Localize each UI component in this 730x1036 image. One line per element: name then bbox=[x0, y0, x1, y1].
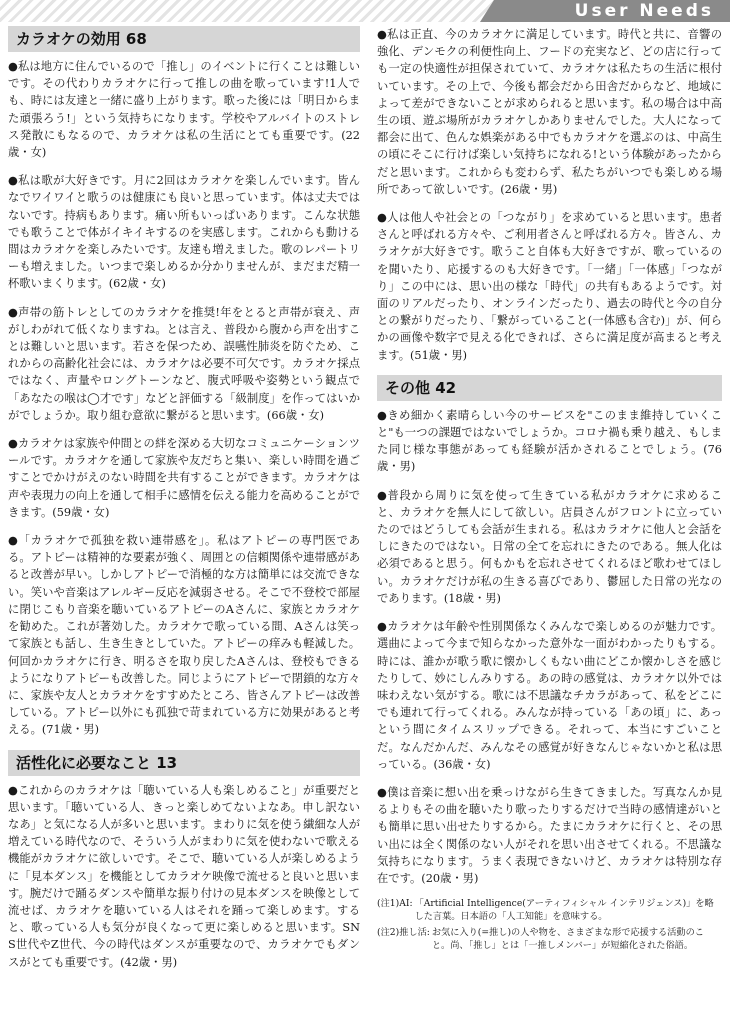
footnote bbox=[377, 927, 722, 952]
section-heading-revitalization: 活性化に必要なこと 13 bbox=[8, 750, 360, 776]
comment-entry: ●カラオケは年齢や性別関係なくみんなで楽しめるのが魅力です。選曲によって今まで知らなかった意外な一面がわかったりもする。時には、誰かが歌う歌に懐かしくもない曲にどこか懐かしさを感じたりして、妙にしんみりする。あの時の感覚は、カラオケ以外では味わえない気がする。歌には不思議なチカラがあって、私をどこにでも連れて行ってくれる。みんなが持っている「あの頃」に、あっという間にタイムスリップできる。それって、本当にすごいことだ。なんだかんだ、みんなその感覚が好きなんじゃないかと私は思っている。(36歳・女) bbox=[377, 620, 722, 771]
comment-entry: ●普段から周りに気を使って生きている私がカラオケに求めること、カラオケを無人にして欲しい。店員さんがフロントに立っていたのではどうしても会話が生まれる。私はカラオケに他人と会話をしにきたのではない。日常の全てを忘れにきたのである。無人化は必須であると思う。何もかもを忘れさせてくれるほど歌わせてほしい。カラオケだけが私の生きる喜びであり、鬱屈した日常の光なのであります。(18歳・男) bbox=[377, 488, 722, 605]
footnote-label: (注2)推し活: bbox=[377, 927, 430, 939]
right-column bbox=[377, 26, 722, 956]
footnote-label: (注1)AI: bbox=[377, 898, 413, 910]
footnotes bbox=[377, 898, 722, 952]
comment-entry: ●人は他人や社会との「つながり」を求めていると思います。患者さんと呼ばれる方々や、ご利用者さんと呼ばれる方々。皆さん、カラオケが大好きです。歌うこと自体も大好きですが、歌っているのを聞いたり、応援するのも大好きです。「一緒」「一体感」「つながり」この中には、思い出の様な「時代」の共有もあるようです。対面のリアルだったり、オンラインだったり、過去の時代と今の自分との繋がりだったり、「繋がっていること(一体感も含む)」が、何らかの画像や数字で見える化できれば、さらに満足度が高まると考えます。(51歳・男) bbox=[377, 211, 722, 362]
comment-entry: ●僕は音楽に想い出を乗っけながら生きてきました。写真なんか見るよりもその曲を聴いたり歌ったりするだけで当時の感情達がいとも簡単に思い出せたりするから。たまにカラオケに行くと、その思い出には全く関係のない人がそれを思い出させてくれる。不思議な気持ちになります。うまく表現できないけど、カラオケは特別な存在です。(20歳・男) bbox=[377, 785, 722, 885]
left-column bbox=[8, 26, 360, 982]
header-title: User Needs bbox=[574, 1, 714, 21]
comment-entry: ●きめ細かく素晴らしい今のサービスを"このまま維持していくこと"も一つの課題ではないでしょうか。コロナ禍も乗り越え、もしまた同じ様な事態があっても経験が活かされることでしょう。(76歳・男) bbox=[377, 408, 722, 474]
footnote-text: お気に入り(=推し)の人や物を、さまざまな形で応援する活動のこと。尚、「推し」とは「一推しメンバー」が短縮化された俗語。 bbox=[431, 927, 704, 951]
comment-entry: ●カラオケは家族や仲間との絆を深める大切なコミュニケーションツールです。カラオケを通して家族や友だちと集い、楽しい時間を過ごすことでかけがえのない時間を共有することができます。カラオケは声や表現力の向上を通して相手に感情を伝える能力を高めることができます。(59歳・女) bbox=[8, 437, 360, 519]
section-heading-effects: カラオケの効用 68 bbox=[8, 26, 360, 52]
comment-entry: ●私は正直、今のカラオケに満足しています。時代と共に、音響の強化、デンモクの利便性向上、フードの充実など、どの店に行っても一定の快適性が担保されていて、カラオケは私たちの生活に根付いています。その上で、今後も都会だから田舎だからなど、地域によって差ができないことが求められると思います。私の場合は中高生の頃、遊ぶ場所がカラオケしかありませんでした。大人になって都会に出て、色んな娯楽がある中でもカラオケを選ぶのは、中高生の頃にそこに行けば楽しい気持ちになれる!という体験があったからだと思います。これからも変わらず、私たちがいつでも楽しめる場所であって欲しいです。(26歳・男) bbox=[377, 28, 722, 196]
footnote bbox=[377, 898, 722, 923]
comment-entry: ●私は歌が大好きです。月に2回はカラオケを楽しんでいます。皆んなでワイワイと歌うのは健康にも良いと思っています。体は丈夫ではないです。持病もあります。痛い所もいっぱいあります。こんな状態でも歌うことで体がイキイキするのを実感します。これからも動ける間はカラオケを楽しみたいです。友達も増えました。歌のレパートリーも増えました。いつまで楽しめるか分かりませんが、まだまだ精一杯歌いまくります。(62歳・女) bbox=[8, 174, 360, 291]
comment-entry: ●声帯の筋トレとしてのカラオケを推奨!年をとると声帯が衰え、声がしわがれて低くなりますね。とは言え、普段から腹から声を出すことは難しいと思います。若さを保つため、誤嚥性肺炎を防ぐため、これからの高齢化社会には、カラオケは必要不可欠です。カラオケ採点ではなく、声量やロングトーンなど、腹式呼吸や姿勢という観点で「あなたの喉は◯才です」などと評価する「級制度」を作ってはいかがでしょうか。取り組む意欲に繋がると思います。(66歳・女) bbox=[8, 305, 360, 422]
section-heading-other: その他 42 bbox=[377, 375, 722, 401]
comment-entry: ●「カラオケで孤独を救い連帯感を」。私はアトピーの専門医である。アトピーは精神的な要素が強く、周囲との信頼関係や連帯感があると改善が早い。しかしアトピーで消極的な方は簡単には交流できない。笑いや音楽はアレルギー反応を減弱させる。そこで不登校で部屋に閉じこもり音楽を聴いているアトピーのAさんに、家族とカラオケを勧めた。これが著効した。カラオケで歌っている間、Aさんは笑って家族とも話し、生き生きとしていた。アトピーの痒みも軽減した。何回かカラオケに行き、明るさを取り戻したAさんは、登校もできるようになりアトピーも改善した。同じようにアトピーで閉鎖的な方々に、家族や友人とカラオケをすすめたところ、皆さんアトピーは改善している。アトピー以外にも孤独で苛まれている方に効果があると考える。(71歳・男) bbox=[8, 534, 360, 737]
comment-entry: ●私は地方に住んでいるので「推し」のイベントに行くことは難しいです。その代わりカラオケに行って推しの曲を歌っています!1人でも、時には友達と一緒に盛り上がります。歌った後には「明日からまた頑張ろう!」という気持ちになります。学校やアルバイトのストレス発散にもなるので、カラオケは私の生活にとても重要です。(22歳・女) bbox=[8, 60, 360, 160]
comment-entry: ●これからのカラオケは「聴いている人も楽しめること」が重要だと思います。「聴いている人、きっと楽しめてないよなあ。申し訳ないなあ」と気になる人が多いと思います。まわりに気を使う繊細な人が増えている時代なので、そういう人がまわりに気を使わないで歌える機能がカラオケに欲しいです。そこで、聴いている人が楽しめるように「見本ダンス」を機能としてカラオケ映像で流せると良いと思います。腕だけで踊るダンスや簡単な振り付けの見本ダンスを映像として流せば、カラオケを聴いている人はそれを踊って楽しめます。すると、歌っている人も気分が良くなって更に楽しめると思います。SNS世代やZ世代、今の時代はダンスが重要なので、カラオケでもダンスがとても重要です。(42歳・男) bbox=[8, 783, 360, 969]
footnote-text: 「Artificial Intelligence(アーティフィシャル インテリジェンス)」を略した言葉。日本語の「人工知能」を意味する。 bbox=[414, 898, 714, 922]
